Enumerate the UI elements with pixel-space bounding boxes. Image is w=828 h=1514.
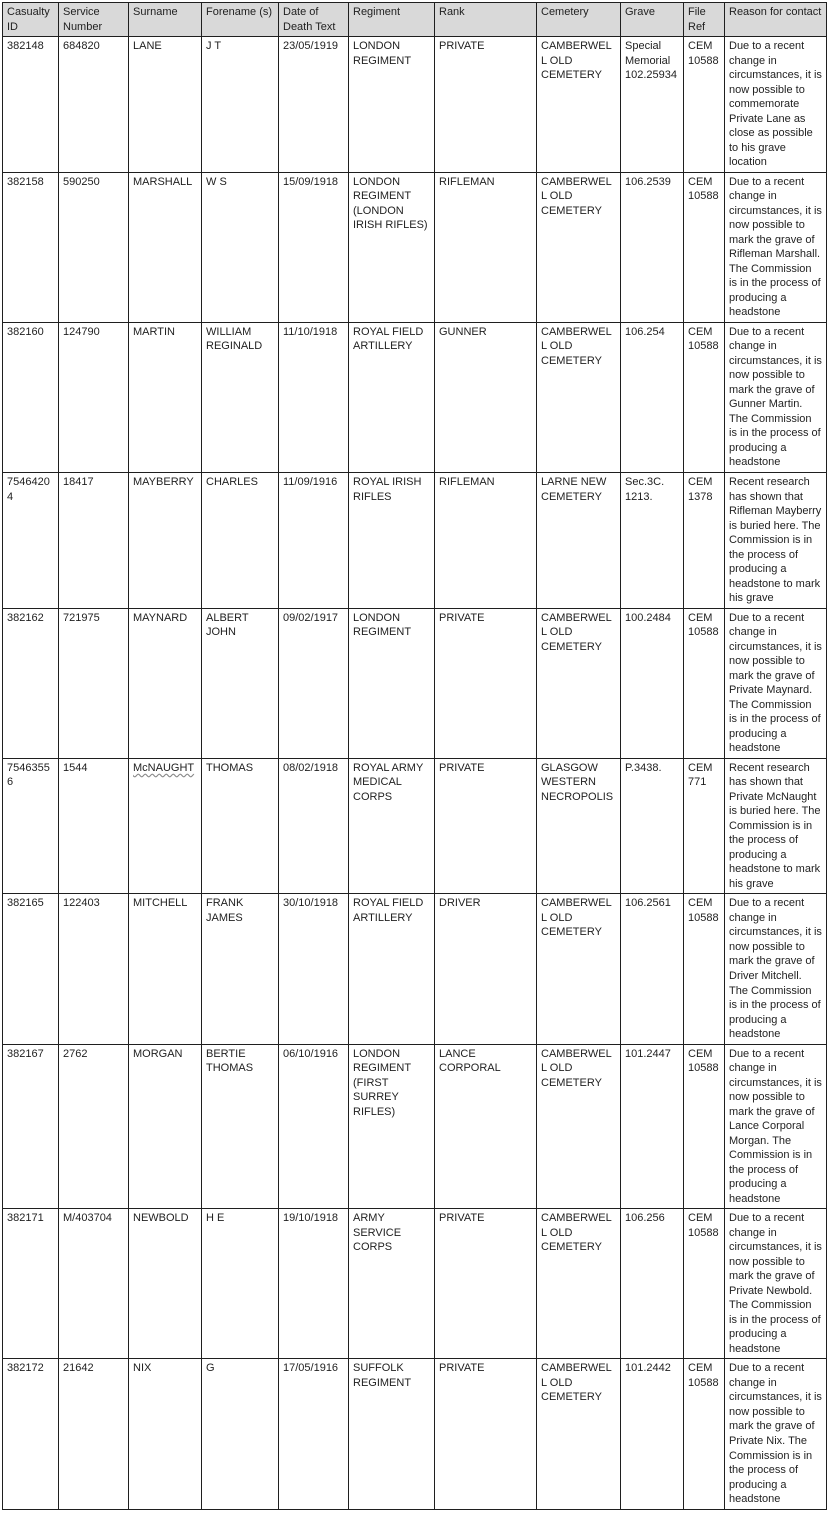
- casualty_id-value: 382171: [7, 1212, 44, 1225]
- cell-surname: [129, 37, 202, 173]
- cell-grave: [621, 1359, 684, 1509]
- date_of_death-value: 19/10/1918: [283, 1212, 339, 1225]
- surname-value: MAYBERRY: [133, 475, 194, 488]
- cell-surname: [129, 894, 202, 1044]
- cell-file_ref: [684, 1359, 725, 1509]
- regiment-value: ROYAL IRISH RIFLES: [353, 475, 422, 503]
- cemetery-value: CAMBERWELL OLD CEMETERY: [541, 1047, 612, 1089]
- file_ref-value: CEM 10588: [688, 1362, 719, 1389]
- cell-forenames: [202, 172, 279, 322]
- cell-surname: [129, 1044, 202, 1209]
- column-header-date_of_death: Date of Death Text: [279, 3, 349, 37]
- table-row: [3, 1209, 827, 1359]
- grave-value: P.3438.: [625, 761, 662, 774]
- cell-regiment: [349, 894, 435, 1044]
- cell-date_of_death: [279, 1359, 349, 1509]
- cell-service_number: [59, 1044, 129, 1209]
- cell-reason: [725, 472, 827, 608]
- reason-value: Due to a recent change in circumstances, it is now possible to mark the grave of Private Maynard. The Commission is in the process of producing a headstone: [729, 611, 822, 755]
- cell-rank: [435, 1209, 537, 1359]
- cell-forenames: [202, 322, 279, 472]
- surname-value: MARTIN: [133, 325, 175, 338]
- cell-cemetery: [537, 322, 621, 472]
- cell-forenames: [202, 1209, 279, 1359]
- cemetery-value: CAMBERWELL OLD CEMETERY: [541, 611, 612, 653]
- rank-value: PRIVATE: [439, 611, 485, 624]
- cell-file_ref: [684, 172, 725, 322]
- reason-value: Due to a recent change in circumstances, it is now possible to mark the grave of Driver Mitchell. The Commission is in the process of producing a headstone: [729, 897, 822, 1041]
- cell-regiment: [349, 758, 435, 894]
- cell-forenames: [202, 608, 279, 758]
- table-row: [3, 758, 827, 894]
- cell-rank: [435, 608, 537, 758]
- cemetery-value: CAMBERWELL OLD CEMETERY: [541, 40, 612, 82]
- cell-cemetery: [537, 608, 621, 758]
- cell-rank: [435, 37, 537, 173]
- cell-casualty_id: [3, 1209, 59, 1359]
- cell-casualty_id: [3, 758, 59, 894]
- cemetery-value: CAMBERWELL OLD CEMETERY: [541, 897, 612, 939]
- cell-cemetery: [537, 172, 621, 322]
- cell-regiment: [349, 1209, 435, 1359]
- cell-rank: [435, 322, 537, 472]
- cell-file_ref: [684, 1044, 725, 1209]
- file_ref-value: CEM 10588: [688, 897, 719, 924]
- cell-rank: [435, 758, 537, 894]
- reason-value: Due to a recent change in circumstances, it is now possible to mark the grave of Gunner Martin. The Commission is in the process of producing a headstone: [729, 325, 822, 469]
- reason-value: Recent research has shown that Rifleman Mayberry is buried here. The Commission is in the process of producing a headstone to mark his grave: [729, 475, 822, 605]
- cell-casualty_id: [3, 608, 59, 758]
- cell-file_ref: [684, 37, 725, 173]
- cell-date_of_death: [279, 172, 349, 322]
- grave-value: 101.2442: [625, 1362, 671, 1375]
- cell-service_number: [59, 758, 129, 894]
- cell-service_number: [59, 172, 129, 322]
- cell-casualty_id: [3, 1359, 59, 1509]
- service_number-value: 684820: [63, 40, 100, 53]
- cell-rank: [435, 894, 537, 1044]
- cell-date_of_death: [279, 1209, 349, 1359]
- column-header-file_ref: File Ref: [684, 3, 725, 37]
- surname-value: MORGAN: [133, 1047, 183, 1060]
- file_ref-value: CEM 10588: [688, 40, 719, 67]
- reason-value: Due to a recent change in circumstances, it is now possible to mark the grave of Private Newbold. The Commission is in the process of producing a headstone: [729, 1212, 822, 1355]
- column-header-rank: Rank: [435, 3, 537, 37]
- surname-value: MAYNARD: [133, 611, 188, 624]
- forenames-value: FRANK JAMES: [206, 897, 244, 924]
- file_ref-value: CEM 10588: [688, 325, 719, 353]
- surname-value: MARSHALL: [133, 175, 193, 188]
- surname-value: LANE: [133, 40, 162, 53]
- cemetery-value: GLASGOW WESTERN NECROPOLIS: [541, 761, 614, 803]
- cemetery-value: CAMBERWELL OLD CEMETERY: [541, 1212, 612, 1254]
- cell-forenames: [202, 37, 279, 173]
- table-row: [3, 1044, 827, 1209]
- cell-forenames: [202, 472, 279, 608]
- regiment-value: SUFFOLK REGIMENT: [353, 1362, 412, 1389]
- rank-value: PRIVATE: [439, 1362, 485, 1375]
- cell-forenames: [202, 894, 279, 1044]
- cell-regiment: [349, 172, 435, 322]
- file_ref-value: CEM 1378: [688, 475, 713, 503]
- cell-reason: [725, 758, 827, 894]
- cell-service_number: [59, 1209, 129, 1359]
- cell-service_number: [59, 37, 129, 173]
- date_of_death-value: 09/02/1917: [283, 611, 339, 624]
- grave-value: Special Memorial 102.25934: [625, 40, 677, 82]
- rank-value: DRIVER: [439, 897, 481, 910]
- regiment-value: LONDON REGIMENT: [353, 611, 412, 639]
- cell-cemetery: [537, 1209, 621, 1359]
- cell-regiment: [349, 37, 435, 173]
- casualty_id-value: 382165: [7, 897, 44, 910]
- cell-grave: [621, 1044, 684, 1209]
- reason-value: Due to a recent change in circumstances, it is now possible to commemorate Private Lane as close as possible to his grave location: [729, 40, 822, 169]
- service_number-value: M/403704: [63, 1212, 112, 1225]
- cell-rank: [435, 172, 537, 322]
- reason-value: Due to a recent change in circumstances, it is now possible to mark the grave of Rifleman Marshall. The Commission is in the process of producing a headstone: [729, 175, 822, 319]
- casualty_id-value: 382172: [7, 1362, 44, 1375]
- grave-value: 106.2539: [625, 175, 671, 188]
- service_number-value: 1544: [63, 761, 88, 774]
- cell-date_of_death: [279, 472, 349, 608]
- column-header-forenames: Forename (s): [202, 3, 279, 37]
- column-header-service_number: Service Number: [59, 3, 129, 37]
- forenames-value: W S: [206, 175, 227, 188]
- cell-grave: [621, 172, 684, 322]
- casualty_id-value: 382158: [7, 175, 44, 188]
- service_number-value: 18417: [63, 475, 94, 488]
- casualty_id-value: 75464204: [7, 475, 50, 503]
- forenames-value: G: [206, 1362, 215, 1375]
- cell-reason: [725, 322, 827, 472]
- cell-rank: [435, 1044, 537, 1209]
- cell-cemetery: [537, 472, 621, 608]
- cell-rank: [435, 1359, 537, 1509]
- forenames-value: THOMAS: [206, 761, 254, 774]
- cell-casualty_id: [3, 322, 59, 472]
- rank-value: PRIVATE: [439, 761, 485, 774]
- cell-file_ref: [684, 758, 725, 894]
- grave-value: 106.254: [625, 325, 665, 338]
- cell-service_number: [59, 1359, 129, 1509]
- casualty-table: [2, 2, 827, 1510]
- rank-value: RIFLEMAN: [439, 475, 495, 488]
- column-header-cemetery: Cemetery: [537, 3, 621, 37]
- cell-surname: [129, 322, 202, 472]
- regiment-value: ROYAL FIELD ARTILLERY: [353, 897, 424, 924]
- cell-cemetery: [537, 1044, 621, 1209]
- grave-value: 101.2447: [625, 1047, 671, 1060]
- cell-forenames: [202, 1044, 279, 1209]
- cell-grave: [621, 894, 684, 1044]
- cell-reason: [725, 172, 827, 322]
- cell-file_ref: [684, 894, 725, 1044]
- table-row: [3, 472, 827, 608]
- regiment-value: ROYAL ARMY MEDICAL CORPS: [353, 761, 424, 803]
- cell-casualty_id: [3, 894, 59, 1044]
- date_of_death-value: 15/09/1918: [283, 175, 339, 188]
- rank-value: RIFLEMAN: [439, 175, 495, 188]
- cell-service_number: [59, 472, 129, 608]
- cell-surname: [129, 1209, 202, 1359]
- regiment-value: LONDON REGIMENT: [353, 40, 412, 67]
- column-header-reason: Reason for contact: [725, 3, 827, 37]
- column-header-surname: Surname: [129, 3, 202, 37]
- cemetery-value: CAMBERWELL OLD CEMETERY: [541, 1362, 612, 1404]
- service_number-value: 21642: [63, 1362, 94, 1375]
- cell-file_ref: [684, 322, 725, 472]
- grave-value: Sec.3C. 1213.: [625, 475, 665, 503]
- date_of_death-value: 23/05/1919: [283, 40, 339, 53]
- cell-casualty_id: [3, 1044, 59, 1209]
- regiment-value: ROYAL FIELD ARTILLERY: [353, 325, 424, 353]
- cell-reason: [725, 37, 827, 173]
- forenames-value: WILLIAM REGINALD: [206, 325, 263, 353]
- surname-value: NIX: [133, 1362, 152, 1375]
- service_number-value: 122403: [63, 897, 100, 910]
- cell-regiment: [349, 1359, 435, 1509]
- surname-value: NEWBOLD: [133, 1212, 189, 1225]
- surname-value: McNAUGHT: [133, 761, 195, 774]
- reason-value: Recent research has shown that Private McNaught is buried here. The Commission is in the process of producing a headstone to mark his grave: [729, 761, 821, 890]
- cell-file_ref: [684, 472, 725, 608]
- cell-reason: [725, 894, 827, 1044]
- cell-cemetery: [537, 758, 621, 894]
- date_of_death-value: 17/05/1916: [283, 1362, 339, 1375]
- reason-value: Due to a recent change in circumstances, it is now possible to mark the grave of Private Nix. The Commission is in the process of producing a headstone: [729, 1362, 822, 1506]
- cell-casualty_id: [3, 472, 59, 608]
- table-row: [3, 37, 827, 173]
- file_ref-value: CEM 10588: [688, 175, 719, 203]
- cell-service_number: [59, 608, 129, 758]
- cell-surname: [129, 472, 202, 608]
- cell-grave: [621, 608, 684, 758]
- casualty_id-value: 382148: [7, 40, 44, 53]
- cemetery-value: CAMBERWELL OLD CEMETERY: [541, 175, 612, 217]
- cell-reason: [725, 1209, 827, 1359]
- cell-service_number: [59, 894, 129, 1044]
- cell-date_of_death: [279, 1044, 349, 1209]
- surname-value: MITCHELL: [133, 897, 188, 910]
- cell-file_ref: [684, 608, 725, 758]
- table-header-row: [3, 3, 827, 37]
- cell-regiment: [349, 322, 435, 472]
- date_of_death-value: 08/02/1918: [283, 761, 339, 774]
- cemetery-value: LARNE NEW CEMETERY: [541, 475, 607, 503]
- regiment-value: LONDON REGIMENT (LONDON IRISH RIFLES): [353, 175, 428, 232]
- cell-regiment: [349, 472, 435, 608]
- service_number-value: 721975: [63, 611, 100, 624]
- table-row: [3, 608, 827, 758]
- cell-surname: [129, 172, 202, 322]
- regiment-value: LONDON REGIMENT (FIRST SURREY RIFLES): [353, 1047, 411, 1118]
- forenames-value: CHARLES: [206, 475, 258, 488]
- casualty_id-value: 382160: [7, 325, 44, 338]
- forenames-value: J T: [206, 40, 222, 53]
- cell-reason: [725, 608, 827, 758]
- file_ref-value: CEM 771: [688, 761, 713, 789]
- cell-file_ref: [684, 1209, 725, 1359]
- cell-forenames: [202, 758, 279, 894]
- service_number-value: 124790: [63, 325, 100, 338]
- file_ref-value: CEM 10588: [688, 611, 719, 639]
- cell-surname: [129, 758, 202, 894]
- rank-value: PRIVATE: [439, 1212, 485, 1225]
- date_of_death-value: 30/10/1918: [283, 897, 339, 910]
- cell-casualty_id: [3, 172, 59, 322]
- cell-grave: [621, 322, 684, 472]
- cell-cemetery: [537, 37, 621, 173]
- forenames-value: BERTIE THOMAS: [206, 1047, 254, 1075]
- grave-value: 106.256: [625, 1212, 665, 1225]
- cell-date_of_death: [279, 37, 349, 173]
- file_ref-value: CEM 10588: [688, 1212, 719, 1239]
- column-header-regiment: Regiment: [349, 3, 435, 37]
- cell-grave: [621, 758, 684, 894]
- cell-date_of_death: [279, 894, 349, 1044]
- table-row: [3, 322, 827, 472]
- table-row: [3, 172, 827, 322]
- casualty_id-value: 75463556: [7, 761, 50, 789]
- column-header-grave: Grave: [621, 3, 684, 37]
- cell-regiment: [349, 1044, 435, 1209]
- table-row: [3, 894, 827, 1044]
- grave-value: 100.2484: [625, 611, 671, 624]
- rank-value: PRIVATE: [439, 40, 485, 53]
- date_of_death-value: 11/09/1916: [283, 475, 338, 488]
- cell-casualty_id: [3, 37, 59, 173]
- casualty_id-value: 382167: [7, 1047, 44, 1060]
- service_number-value: 2762: [63, 1047, 88, 1060]
- date_of_death-value: 06/10/1916: [283, 1047, 339, 1060]
- cell-surname: [129, 1359, 202, 1509]
- forenames-value: ALBERT JOHN: [206, 611, 249, 639]
- cemetery-value: CAMBERWELL OLD CEMETERY: [541, 325, 612, 367]
- cell-service_number: [59, 322, 129, 472]
- cell-grave: [621, 1209, 684, 1359]
- forenames-value: H E: [206, 1212, 225, 1225]
- rank-value: LANCE CORPORAL: [439, 1047, 501, 1075]
- cell-cemetery: [537, 894, 621, 1044]
- grave-value: 106.2561: [625, 897, 671, 910]
- cell-date_of_death: [279, 758, 349, 894]
- casualty_id-value: 382162: [7, 611, 44, 624]
- regiment-value: ARMY SERVICE CORPS: [353, 1212, 402, 1254]
- cell-date_of_death: [279, 608, 349, 758]
- cell-cemetery: [537, 1359, 621, 1509]
- cell-rank: [435, 472, 537, 608]
- cell-surname: [129, 608, 202, 758]
- column-header-casualty_id: Casualty ID: [3, 3, 59, 37]
- reason-value: Due to a recent change in circumstances, it is now possible to mark the grave of Lance Corporal Morgan. The Commission is in the process of producing a headstone: [729, 1047, 822, 1205]
- cell-date_of_death: [279, 322, 349, 472]
- cell-reason: [725, 1044, 827, 1209]
- cell-grave: [621, 37, 684, 173]
- rank-value: GUNNER: [439, 325, 487, 338]
- service_number-value: 590250: [63, 175, 100, 188]
- table-row: [3, 1359, 827, 1509]
- date_of_death-value: 11/10/1918: [283, 325, 338, 338]
- cell-regiment: [349, 608, 435, 758]
- cell-forenames: [202, 1359, 279, 1509]
- cell-grave: [621, 472, 684, 608]
- cell-reason: [725, 1359, 827, 1509]
- file_ref-value: CEM 10588: [688, 1047, 719, 1075]
